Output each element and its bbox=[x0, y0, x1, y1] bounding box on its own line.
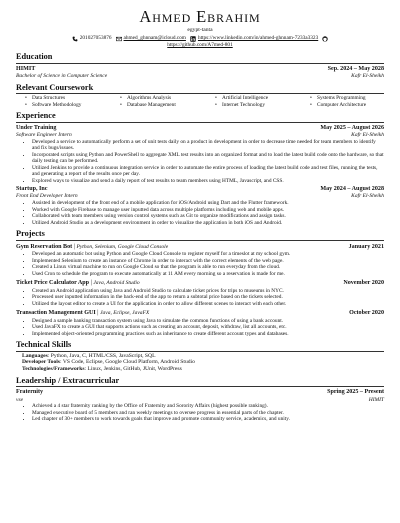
experience-dates: May 2024 – August 2028 bbox=[320, 186, 384, 192]
project-date: January 2021 bbox=[348, 243, 384, 250]
bullet-item: • Implemented Selenium to create an instance of Chrome in order to interact with the correct elements of the web page. bbox=[32, 258, 384, 265]
github-link[interactable]: https://github.com/A7med-801 bbox=[167, 42, 233, 48]
experience-entry bbox=[16, 125, 384, 185]
linkedin-item[interactable] bbox=[190, 35, 318, 42]
bullet-item: • Incorporated scripts using Python and PowerShell to aggregate XML test results into an organized format and to load the latest build code onto the hardware, so that daily testing can be performed. bbox=[32, 152, 384, 165]
leadership-entry bbox=[16, 389, 384, 423]
candidate-location: egypt-tanta bbox=[187, 27, 213, 33]
project-tech: Java, Android Studio bbox=[93, 280, 140, 287]
github-item[interactable] bbox=[322, 36, 328, 42]
project-bullets bbox=[16, 251, 384, 277]
education-location: Kafr El-Sheikh bbox=[351, 72, 384, 79]
bullet-item: • Led chapter of 30+ members to work towards goals that improve and promote community service, academics, and unity. bbox=[32, 416, 384, 423]
project-tech: Python, Selenium, Google Cloud Console bbox=[76, 243, 169, 250]
project-date: October 2020 bbox=[349, 310, 384, 317]
bullet-item: • Implemented object-oriented programming practices such as inheritance to create different account types and databases. bbox=[32, 331, 384, 338]
section-coursework-heading: Relevant Coursework bbox=[16, 83, 384, 95]
course-item: • Algorithms Analysis bbox=[127, 95, 222, 102]
experience-bullets bbox=[16, 139, 384, 185]
education-dates: Sep. 2024 – May 2028 bbox=[327, 65, 384, 72]
education-entry bbox=[16, 66, 384, 80]
bullet-item: • Worked with Google Firebase to manage user inputted data across multiple platforms including web and mobile apps. bbox=[32, 207, 384, 214]
project-tech: Java, Eclipse, JavaFX bbox=[100, 310, 150, 317]
course-item: • Internet Technology bbox=[222, 102, 317, 109]
experience-org: Under Training bbox=[16, 124, 57, 131]
leadership-bullets bbox=[16, 403, 384, 423]
course-item: • Database Management bbox=[127, 102, 222, 109]
school-name: HIMIT bbox=[16, 65, 36, 72]
bullet-item: • Used JavaFX to create a GUI that supports actions such as creating an account, deposit, withdraw, list all accounts, etc. bbox=[32, 324, 384, 331]
course-item: • Systems Programming bbox=[317, 95, 400, 102]
bullet-item: • Collaborated with team members using version control systems such as Git to organize modifications and assign tasks. bbox=[32, 213, 384, 220]
skills-block bbox=[22, 353, 384, 373]
bullet-item: • Explored ways to visualize and send a daily report of test results to team members using HTML, Javascript, and CSS. bbox=[32, 178, 384, 185]
bullet-item: • Designed a sample banking transaction system using Java to simulate the common functions of using a bank account. bbox=[32, 318, 384, 325]
phone-item bbox=[72, 35, 112, 42]
bullet-item: • Processed user inputted information in the back-end of the app to return a subtotal price based on the tickets selected. bbox=[32, 294, 384, 301]
project-entry: Ticket Price Calculator App | Java, Android Studio November 2020 • Created an Android application using Java and Android Studio to calculate ticket prices for trips to museums in NYC. • Processed user inputted information in the back-end of the app to return a subtotal price based on the tickets selected. • Utilized the layout editor to create a UI for the application in order to allow different scenes to interact with each other. bbox=[16, 280, 384, 307]
section-projects-heading: Projects bbox=[16, 229, 384, 241]
skill-label: Languages bbox=[22, 352, 48, 359]
github-icon bbox=[322, 36, 328, 42]
email-icon bbox=[116, 36, 122, 42]
bullet-item: • Developed a service to automatically perform a set of unit tests daily on a product in development in order to decrease time needed for team members to identify and fix bugs/issues. bbox=[32, 139, 384, 152]
contact-line bbox=[16, 35, 384, 42]
course-item: • Computer Architecture bbox=[317, 102, 400, 109]
bullet-item: • Created a Linux virtual machine to run on Google Cloud so that the program is able to run everyday from the cloud. bbox=[32, 264, 384, 271]
leadership-location: HIMIT bbox=[368, 396, 384, 403]
project-name: Gym Reservation Bot bbox=[16, 243, 73, 250]
coursework-list bbox=[32, 95, 384, 108]
leadership-dates: Spring 2025 – Present bbox=[327, 389, 384, 396]
project-bullets bbox=[16, 318, 384, 338]
bullet-item: • Utilized Jenkins to provide a continuous integration service in order to automate the entire process of loading the latest build code and test files, running the tests, and generating a report of the results once per day. bbox=[32, 165, 384, 178]
phone-icon bbox=[72, 36, 78, 42]
experience-entry bbox=[16, 186, 384, 226]
experience-location: Kafr El-Sheikh bbox=[351, 193, 384, 200]
candidate-name: Ahmed Ebrahim bbox=[139, 7, 261, 26]
project-entry: Gym Reservation Bot | Python, Selenium, Google Cloud Console January 2021 • Developed an automatic bot using Python and Google Cloud Console to register myself for a timeslot at my school gym. • Implemented Selenium to create an instance of Chrome in order to interact with the correct elements of the web page. • Created a Linux virtual machine to run on Google Cloud so that the program is able to run everyday from the cloud. • Used Cron to schedule the program to execute automatically at 11 AM every morning so a reservation is made for me. bbox=[16, 244, 384, 278]
linkedin-icon bbox=[190, 36, 196, 42]
project-bullets bbox=[16, 288, 384, 308]
experience-org: Startup, Inc bbox=[16, 186, 48, 192]
skill-languages-row: Languages: Python, Java, C, HTML/CSS, JavaScript, SQL bbox=[22, 352, 156, 359]
skill-value: VS Code, Eclipse, Google Cloud Platform, Android Studio bbox=[62, 359, 195, 366]
project-date: November 2020 bbox=[343, 280, 384, 287]
experience-location: Kafr El-Sheikh bbox=[351, 131, 384, 138]
bullet-item: • Assisted in development of the front end of a mobile application for iOS/Android using Dart and the Flutter framework. bbox=[32, 200, 384, 207]
skill-value: Linux, Jenkins, GitHub, JUnit, WordPress bbox=[87, 366, 182, 373]
section-education-heading: Education bbox=[16, 52, 384, 64]
experience-dates: May 2025 – August 2026 bbox=[320, 124, 384, 131]
bullet-item: • Managed executive board of 5 members and ran weekly meetings to oversee progress in essential parts of the chapter. bbox=[32, 410, 384, 417]
experience-role: Front End Developer Intern bbox=[16, 193, 78, 200]
skill-label: Developer Tools bbox=[22, 359, 60, 366]
course-item: • Software Methodology bbox=[32, 102, 127, 109]
skill-tools-row: Developer Tools: VS Code, Eclipse, Google Cloud Platform, Android Studio bbox=[22, 359, 195, 366]
section-leadership-heading: Leadership / Extracurricular bbox=[16, 376, 384, 388]
email-item[interactable] bbox=[116, 35, 186, 42]
bullet-item: • Utilized Android Studio as a development environment in order to visualize the application in both iOS and Android. bbox=[32, 220, 384, 227]
phone-number: 201027053876 bbox=[79, 35, 112, 41]
bullet-item: • Developed an automatic bot using Python and Google Cloud Console to register myself for a timeslot at my school gym. bbox=[32, 251, 384, 258]
project-name: Ticket Price Calculator App bbox=[16, 280, 90, 287]
section-experience-heading: Experience bbox=[16, 111, 384, 123]
bullet-item: • Achieved a 4 star fraternity ranking by the Office of Fraternity and Sorority Affairs (highest possible ranking). bbox=[32, 403, 384, 410]
bullet-item: • Created an Android application using Java and Android Studio to calculate ticket prices for trips to museums in NYC. bbox=[32, 288, 384, 295]
skill-label: Technologies/Frameworks bbox=[22, 366, 85, 373]
bullet-item: • Utilized the layout editor to create a UI for the application in order to allow different scenes to interact with each other. bbox=[32, 301, 384, 308]
leadership-role: vse bbox=[16, 396, 24, 403]
skill-value: Python, Java, C, HTML/CSS, JavaScript, SQL bbox=[50, 352, 156, 359]
leadership-org: Fraternity bbox=[16, 389, 44, 396]
experience-bullets bbox=[16, 200, 384, 226]
skill-frameworks-row: Technologies/Frameworks: Linux, Jenkins, GitHub, JUnit, WordPress bbox=[22, 366, 182, 373]
bullet-item: • Used Cron to schedule the program to execute automatically at 11 AM every morning so a reservation is made for me. bbox=[32, 271, 384, 278]
degree: Bachelor of Science in Computer Science bbox=[16, 72, 108, 79]
course-item: • Artificial Intelligence bbox=[222, 95, 317, 102]
email-link[interactable]: ahmed_ghnnam@icloud.com bbox=[123, 35, 186, 41]
section-skills-heading: Technical Skills bbox=[16, 340, 384, 352]
experience-role: Software Engineer Intern bbox=[16, 131, 72, 138]
linkedin-link[interactable]: https://www.linkedin.com/in/ahmed-ghnnam-7233a3323 bbox=[197, 35, 319, 41]
project-name: Transaction Management GUI bbox=[16, 310, 96, 317]
course-item: • Data Structures bbox=[32, 95, 127, 102]
resume-page bbox=[16, 8, 384, 423]
project-entry: Transaction Management GUI | Java, Eclipse, JavaFX October 2020 • Designed a sample banking transaction system using Java to simulate the common functions of using a bank account. • Used JavaFX to create a GUI that supports actions such as creating an account, deposit, withdraw, list all accounts, etc. • Implemented object-oriented programming practices such as inheritance to create different account types and databases. bbox=[16, 310, 384, 337]
